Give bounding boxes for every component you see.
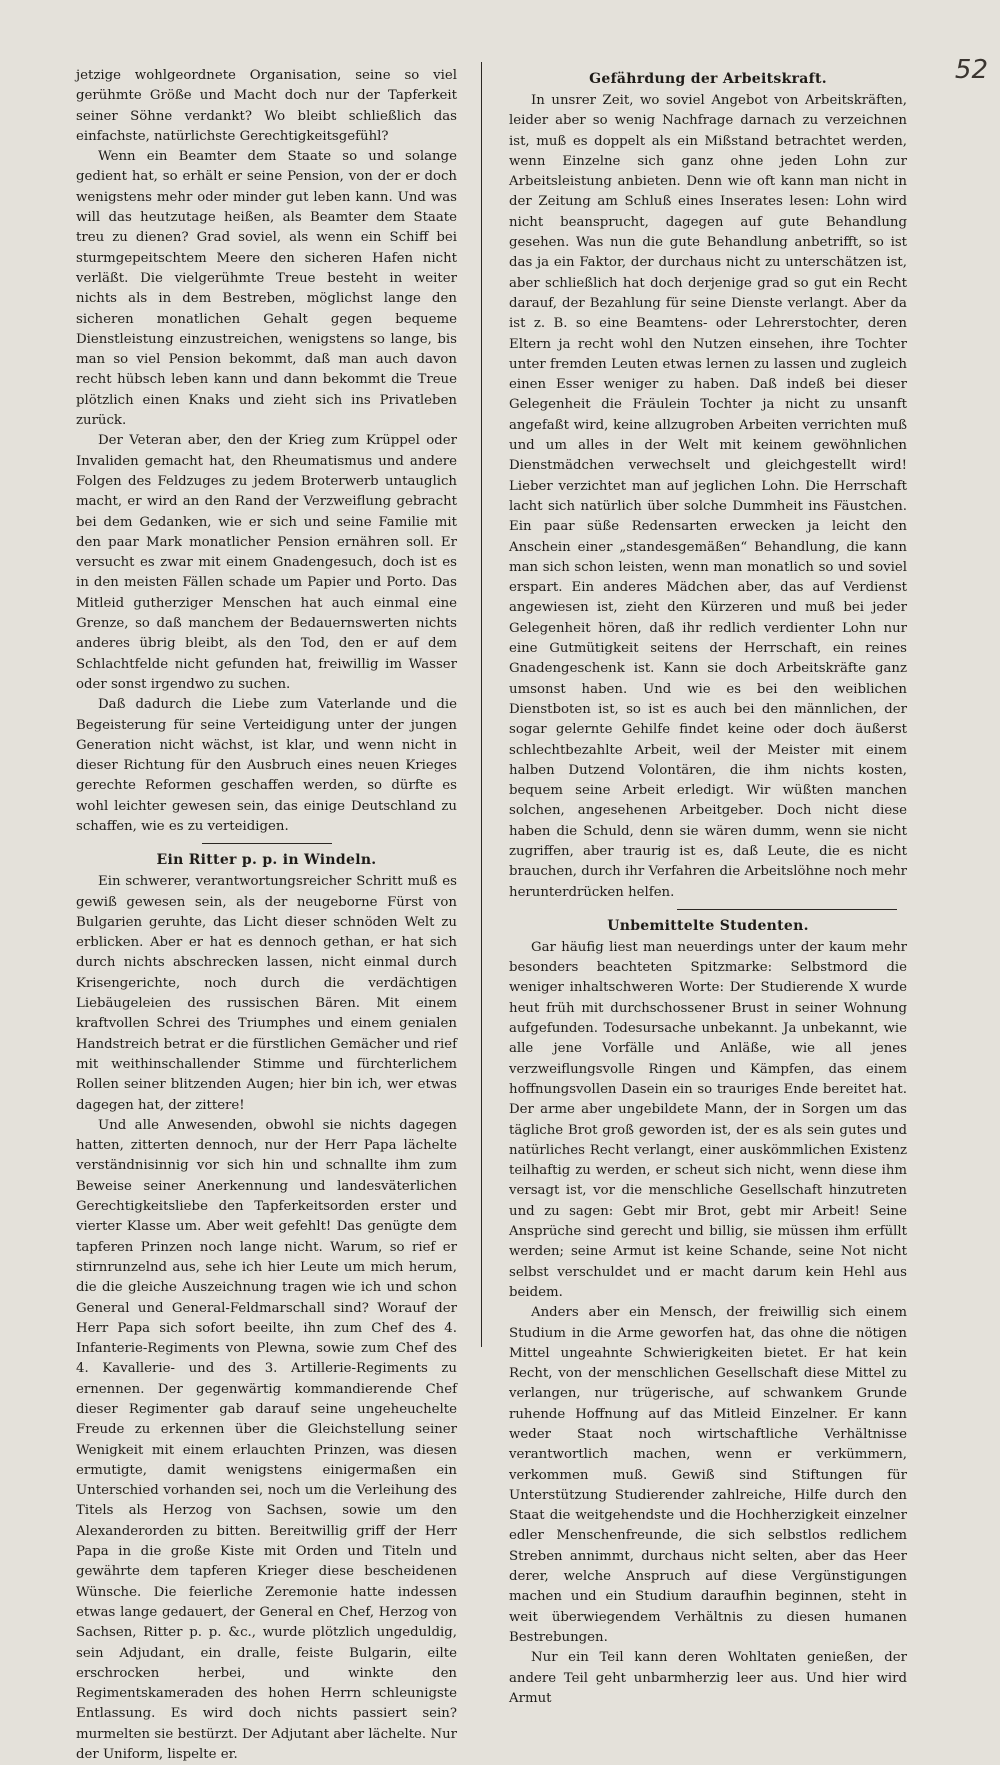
paragraph: Nur ein Teil kann deren Wohltaten genießen, der andere Teil geht unbarmherzig leer aus. Und hier wird Armut <box>509 1650 907 1706</box>
page-number: 52 <box>954 55 988 85</box>
section-rule <box>202 843 332 844</box>
paragraph: Daß dadurch die Liebe zum Vaterlande und die Begeisterung für seine Verteidigung unter der jungen Generation nicht wächst, ist klar, und wenn nicht in dieser Richtung für den Ausbruch eines neuen Krieges gerechte Reformen geschaffen werden, so dürfte es wohl leichter gewesen sein, das einige Deutschland zu schaffen, wie es zu verteidigen. <box>76 697 457 834</box>
column-divider <box>481 62 482 1347</box>
section-heading: Ein Ritter p. p. in Windeln. <box>156 852 377 869</box>
paragraph: jetzige wohlgeordnete Organisation, seine so viel gerühmte Größe und Macht doch nur der Tapferkeit seiner Söhne verdankt? Wo bleibt schließlich das einfachste, natürlichste Gerechtigkeitsgefühl? <box>76 68 457 144</box>
paragraph: Anders aber ein Mensch, der freiwillig sich einem Studium in die Arme geworfen hat, das ohne die nötigen Mittel ungeahnte Schwierigkeiten bietet. Er hat kein Recht, von der menschlichen Gesellschaft diese Mittel zu verlangen, nur trügerische, auf schwankem Grunde ruhende Hoffnung auf das Mitleid Einzelner. Er kann weder Staat noch wirtschaftliche Verhältnisse verantwortlich machen, wenn er verkümmern, verkommen muß. Gewiß sind Stiftungen für Unterstützung Studierender zahlreiche, Hilfe durch den Staat die weitgehendste und die Hochherzigkeit einzelner edler Menschenfreunde, die sich selbstlos redlichem Streben annimmt, durchaus nicht selten, aber das Heer derer, welche Anspruch auf diese Vergünstigungen machen und ein Studium daraufhin beginnen, steht in weit überwiegendem Verhältnis zu diesen humanen Bestrebungen. <box>509 1305 907 1645</box>
paragraph: In unsrer Zeit, wo soviel Angebot von Arbeitskräften, leider aber so wenig Nachfrage darnach zu verzeichnen ist, muß es doppelt als ein Mißstand betrachtet werden, wenn Einzelne sich ganz ohne jeden Lohn zur Arbeitsleistung anbieten. Denn wie oft kann man nicht in der Zeitung am Schluß eines Inserates lesen: Lohn wird nicht beansprucht, dagegen auf gute Behandlung gesehen. Was nun die gute Behandlung anbetrifft, so ist das ja ein Faktor, der durchaus nicht zu unterschätzen ist, aber schließlich hat doch derjenige grad so gut ein Recht darauf, der Bezahlung für seine Dienste verlangt. Aber da ist z. B. so eine Beamtens- oder Lehrerstochter, deren Eltern ja recht wohl den Nutzen einsehen, ihre Tochter unter fremden Leuten etwas lernen zu lassen und zugleich einen Esser weniger zu haben. Daß indeß bei dieser Gelegenheit die Fräulein Tochter ja nicht zu unsanft angefaßt wird, keine allzugroben Arbeiten verrichten muß und um alles in der Welt mit keinem gewöhnlichen Dienstmädchen verwechselt und gleichgestellt wird! Lieber verzichtet man auf jeglichen Lohn. Die Herrschaft lacht sich natürlich über solche Dummheit ins Fäustchen. Ein paar süße Redensarten erwecken ja leicht den Anschein einer „standesgemäßen“ Behandlung, die kann man sich schon leisten, wenn man monatlich so und soviel erspart. Ein anderes Mädchen aber, das auf Verdienst angewiesen ist, zieht den Kürzeren und muß bei jeder Gelegenheit hören, daß ihr redlich verdienter Lohn nur eine Gutmütigkeit seitens der Herrschaft, ein reines Gnadengeschenk ist. Kann sie doch Arbeitskräfte ganz umsonst haben. Und wie es bei den weiblichen Dienstboten ist, so ist es auch bei den männlichen, der sogar gelernte Gehilfe findet keine oder doch äußerst schlechtbezahlte Arbeit, weil der Meister mit einem halben Dutzend Volontären, die ihm nichts kosten, bequem seine Arbeit erledigt. Wir wüßten manchen solchen, angesehenen Arbeitgeber. Doch nicht diese haben die Schuld, denn sie wären dumm, wenn sie nicht zugriffen, aber traurig ist es, daß Leute, die es nicht brauchen, durch ihr Verfahren die Arbeitslöhne noch mehr herunterdrücken helfen. <box>509 93 907 900</box>
section-heading: Gefährdung der Arbeitskraft. <box>589 71 827 87</box>
paragraph: Ein schwerer, verantwortungsreicher Schritt muß es gewiß gewesen sein, als der neugeborne Fürst von Bulgarien geruhte, das Licht dieser schnöden Welt zu erblicken. Aber er hat es dennoch gethan, er hat sich durch nichts abschrecken lassen, nicht einmal durch Krisengerichte, noch durch die verdächtigen Liebäugeleien des russischen Bären. Mit einem kraftvollen Schrei des Triumphes und einem genialen Handstreich betrat er die fürstlichen Gemächer und rief mit weithinschallender Stimme und fürchterlichem Rollen seiner blitzenden Augen; hier bin ich, wer etwas dagegen hat, der zittere! <box>76 874 457 1113</box>
paragraph: Wenn ein Beamter dem Staate so und solange gedient hat, so erhält er seine Pension, von der er doch wenigstens mehr oder minder gut leben kann. Und was will das heutzutage heißen, als Beamter dem Staate treu zu dienen? Grad soviel, als wenn ein Schiff bei sturmgepeitschtem Meere den sicheren Hafen nicht verläßt. Die vielgerühmte Treue besteht in weiter nichts als in dem Bestreben, möglichst lange den sicheren monatlichen Gehalt gegen bequeme Dienstleistung einzustreichen, wenigstens so lange, bis man so viel Pension bekommt, daß man auch davon recht hübsch leben kann und dann bekommt die Treue plötzlich einen Knaks und zieht sich ins Privatleben zurück. <box>76 149 457 429</box>
paragraph: Und alle Anwesenden, obwohl sie nichts dagegen hatten, zitterten dennoch, nur der Herr Papa lächelte verständnisinnig vor sich hin und schnallte ihm zum Beweise seiner Anerkennung und landesväterlichen Gerechtigkeitsliebe den Tapferkeitsorden erster und vierter Klasse um. Aber weit gefehlt! Das genügte dem tapferen Prinzen noch lange nicht. Warum, so rief er stirnrunzelnd aus, sehe ich hier Leute um mich herum, die die gleiche Auszeichnung tragen wie ich und schon General und General-Feldmarschall sind? Worauf der Herr Papa sich sofort beeilte, ihn zum Chef des 4. Infanterie-Regiments von Plewna, sowie zum Chef des 4. Kavallerie- und des 3. Artillerie-Regiments zu ernennen. Der gegenwärtig kommandierende Chef dieser Regimenter gab darauf seine ungeheuchelte Freude zu erkennen über die Gleichstellung seiner Wenigkeit mit einem erlauchten Prinzen, was diesen ermutigte, damit wenigstens einigermaßen ein Unterschied vorhanden sei, noch um die Verleihung des Titels als Herzog von Sachsen, sowie um den Alexanderorden zu bitten. Bereitwillig griff der Herr Papa in die große Kiste mit Orden und Titeln und gewährte dem tapferen Krieger diese bescheidenen Wünsche. Die feierliche Zeremonie hatte indessen etwas lange gedauert, der General en Chef, Herzog von Sachsen, Ritter p. p. &c., wurde plötzlich ungeduldig, sein Adjudant, ein dralle, feiste Bulgarin, eilte erschrocken herbei, und winkte den Regimentskameraden des hohen Herrn schleunigste Entlassung. Es wird doch nichts passiert sein? murmelten sie bestürzt. Der Adjutant aber lächelte. Nur der Uniform, lispelte er. <box>76 1117 457 1763</box>
right-column <box>509 66 907 1709</box>
paragraph: Der Veteran aber, den der Krieg zum Krüppel oder Invaliden gemacht hat, den Rheumatismus und andere Folgen des Feldzuges zu jedem Broterwerb untauglich macht, er wird an den Rand der Verzweiflung gebracht bei dem Gedanken, wie er sich und seine Familie mit den paar Mark monatlicher Pension ernähren soll. Er versucht es zwar mit einem Gnadengesuch, doch ist es in den meisten Fällen schade um Papier und Porto. Das Mitleid gutherziger Menschen hat auch einmal eine Grenze, so daß manchem der Bedauernswerten nichts anderes übrig bleibt, als den Tod, den er auf dem Schlachtfelde nicht gefunden hat, freiwillig im Wasser oder sonst irgendwo zu suchen. <box>76 433 457 692</box>
section-heading: Unbemittelte Studenten. <box>607 917 809 934</box>
left-column <box>76 66 457 1765</box>
section-rule <box>677 909 897 910</box>
paragraph: Gar häufig liest man neuerdings unter der kaum mehr besonders beachteten Spitzmarke: Selbstmord die weniger inhaltschweren Worte: Der Studierende X wurde heut früh mit durchschossener Brust in seiner Wohnung aufgefunden. Todesursache unbekannt. Ja unbekannt, wie alle jene Vorfälle und Anläße, wie all jenes verzweiflungsvolle Ringen und Kämpfen, das einem hoffnungsvollen Dasein ein so trauriges Ende bereitet hat. Der arme aber ungebildete Mann, der in Sorgen um das tägliche Brot groß geworden ist, der es als sein gutes und natürliches Recht verlangt, einer auskömmlichen Existenz teilhaftig zu werden, er scheut sich nicht, wenn diese ihm versagt ist, vor die menschliche Gesellschaft hinzutreten und zu sagen: Gebt mir Brot, gebt mir Arbeit! Seine Ansprüche sind gerecht und billig, sie müssen ihm erfüllt werden; seine Armut ist keine Schande, seine Not nicht selbst verschuldet und er macht darum kein Hehl aus beidem. <box>509 939 907 1300</box>
